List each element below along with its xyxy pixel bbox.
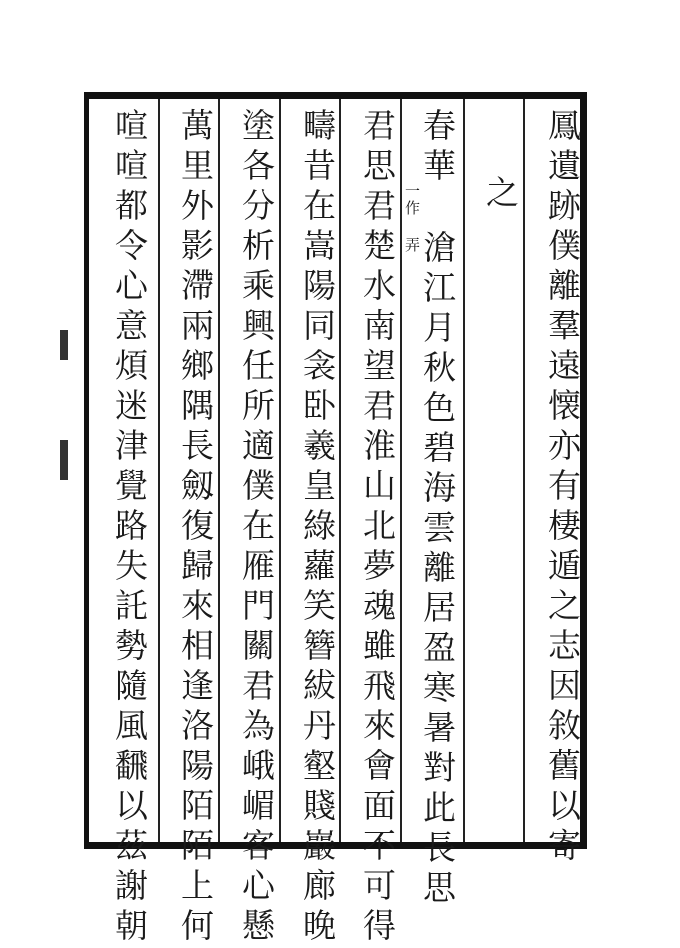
text-column-3-head: 春華 <box>418 108 457 188</box>
text-column-1: 鳳遺跡僕離羣遠懐亦有棲遁之志因敘舊以寄 <box>543 108 582 868</box>
annotation-note: 一作 弄 <box>403 183 421 254</box>
page-border-top <box>84 92 587 99</box>
text-column-3-tail: 滄江月秋色碧海雲離居盈寒暑對此長思 <box>418 230 457 910</box>
page-border-left <box>84 92 89 849</box>
text-column-5: 疇昔在嵩陽同衾卧羲皇綠蘿笑簪紱丹壑賤巖廊晚 <box>298 108 337 948</box>
binding-mark <box>60 440 68 480</box>
text-column-7: 萬里外影滯兩鄉隅長劔復歸來相逢洛陽陌陌上何 <box>176 108 215 948</box>
column-rule <box>158 99 160 842</box>
text-column-4: 君思君楚水南望君淮山北夢魂雖飛來會面不可得 <box>358 108 397 948</box>
text-column-6: 塗各分析乘興任所適僕在雁門關君為峨嵋客心懸 <box>237 108 276 948</box>
text-column-8: 喧喧都令心意煩迷津覺路失託勢隨風飜以茲謝朝 <box>110 108 149 948</box>
text-column-3 <box>410 108 464 188</box>
binding-mark <box>60 330 68 360</box>
text-column-2: 之 <box>481 175 520 215</box>
